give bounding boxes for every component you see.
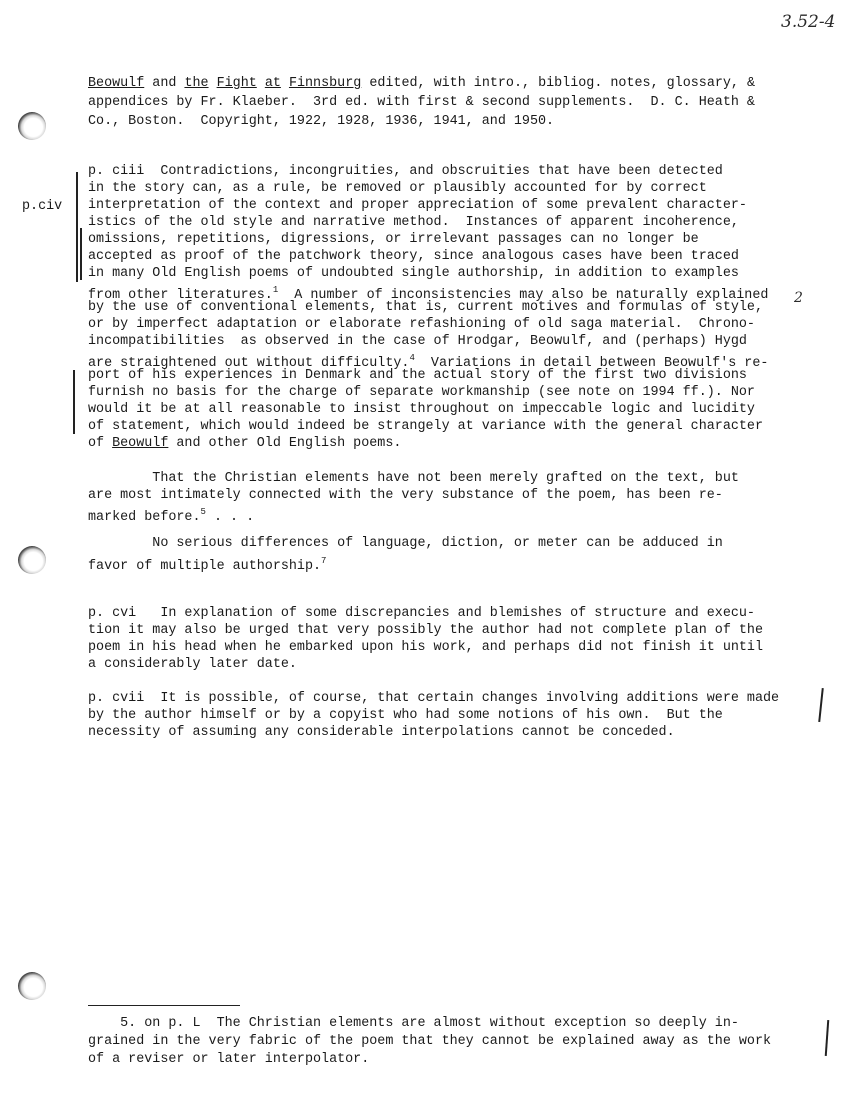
text-line: are most intimately connected with the very substance of the poem, has been re-	[88, 488, 723, 503]
text-line: port of his experiences in Denmark and the actual story of the first two divisions	[88, 368, 747, 383]
footnote-marker: 5	[200, 507, 206, 517]
citation-line: appendices by Fr. Klaeber. 3rd ed. with first & second supplements. D. C. Heath &	[88, 95, 755, 110]
text-line	[88, 553, 326, 575]
margin-mark	[825, 1020, 829, 1056]
margin-bracket-line	[73, 370, 75, 434]
text-line: No serious differences of language, diction, or meter can be adduced in	[88, 536, 723, 551]
footnote-marker: 7	[321, 556, 327, 566]
text-line: That the Christian elements have not been merely grafted on the text, but	[88, 471, 739, 486]
text-line: furnish no basis for the charge of separate workmanship (see note on 1994 ff.). Nor	[88, 385, 755, 400]
footnote-marker: 1	[272, 285, 279, 295]
title-word: Beowulf	[112, 436, 169, 451]
text-line: omissions, repetitions, digressions, or irrelevant passages can no longer be	[88, 232, 699, 247]
title-word: Fight	[216, 76, 257, 91]
text-line: interpretation of the context and proper appreciation of some prevalent character-	[88, 198, 747, 213]
text-segment: Variations in detail between Beowulf's re-	[414, 356, 769, 371]
citation-text: edited, with intro., bibliog. notes, glossary, &	[361, 76, 756, 91]
text-line: p. ciii Contradictions, incongruities, and obscruities that have been detected	[88, 164, 723, 179]
text-line: by the use of conventional elements, that is, current motives and formulas of style,	[88, 300, 763, 315]
text-segment: and other Old English poems.	[168, 436, 402, 451]
title-connector: and	[144, 76, 185, 91]
title-word: Finnsburg	[288, 76, 362, 91]
handwritten-footnote-marker: 2	[794, 290, 803, 306]
text-line: by the author himself or by a copyist who had some notions of his own. But the	[88, 708, 723, 723]
text-line: p. cvi In explanation of some discrepancies and blemishes of structure and execu-	[88, 606, 755, 621]
text-segment: favor of multiple authorship.	[88, 559, 322, 574]
text-segment: A number of inconsistencies may also be naturally explained	[278, 288, 769, 303]
text-line: necessity of assuming any considerable interpolations cannot be conceded.	[88, 725, 675, 740]
footnote-line: 5. on p. L The Christian elements are almost without exception so deeply in-	[88, 1016, 739, 1031]
text-line: incompatibilities as observed in the case of Hrodgar, Beowulf, and (perhaps) Hygd	[88, 334, 747, 349]
text-line: accepted as proof of the patchwork theory, since analogous cases have been traced	[88, 249, 739, 264]
margin-bracket-line	[80, 228, 82, 280]
text-segment: are straightened out without difficulty.	[88, 356, 410, 371]
title-word: at	[264, 76, 281, 91]
footnote-marker: 4	[409, 353, 415, 363]
margin-bracket-line	[76, 172, 78, 282]
text-segment: . . .	[205, 510, 255, 525]
citation-line: Co., Boston. Copyright, 1922, 1928, 1936, 1941, and 1950.	[88, 114, 555, 129]
text-line: tion it may also be urged that very possibly the author had not complete plan of the	[88, 623, 763, 638]
footnote-line: of a reviser or later interpolator.	[88, 1052, 370, 1067]
text-line: poem in his head when he embarked upon his work, and perhaps did not finish it until	[88, 640, 763, 655]
binder-hole	[18, 546, 46, 574]
text-line: in the story can, as a rule, be removed or plausibly accounted for by correct	[88, 181, 707, 196]
text-line: of statement, which would indeed be strangely at variance with the general character	[88, 419, 763, 434]
text-line: a considerably later date.	[88, 657, 297, 672]
binder-hole	[18, 972, 46, 1000]
margin-page-label: p.civ	[22, 199, 63, 214]
footnote-line: grained in the very fabric of the poem that they cannot be explained away as the work	[88, 1034, 772, 1049]
text-line	[88, 504, 254, 526]
text-segment: from other literatures.	[88, 288, 273, 303]
title-word: Beowulf	[88, 76, 145, 91]
handwritten-reference: 3.52-4	[781, 12, 836, 32]
text-line: istics of the old style and narrative method. Instances of apparent incoherence,	[88, 215, 739, 230]
text-segment: of	[88, 436, 113, 451]
text-line: would it be at all reasonable to insist throughout on impeccable logic and lucidity	[88, 402, 755, 417]
text-segment: marked before.	[88, 510, 201, 525]
text-line	[88, 435, 401, 452]
footnote-rule	[88, 1005, 240, 1006]
text-line: p. cvii It is possible, of course, that certain changes involving additions were made	[88, 691, 780, 706]
text-line: or by imperfect adaptation or elaborate refashioning of old saga material. Chrono-	[88, 317, 755, 332]
title-word: the	[184, 76, 209, 91]
citation-line	[88, 75, 755, 92]
margin-mark	[818, 688, 823, 722]
text-line: in many Old English poems of undoubted single authorship, in addition to examples	[88, 266, 739, 281]
binder-hole	[18, 112, 46, 140]
